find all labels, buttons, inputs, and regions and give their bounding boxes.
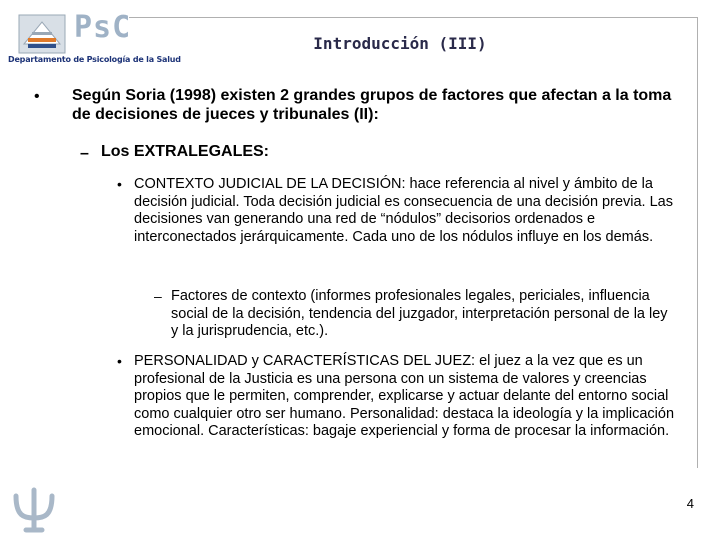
bullet-factores-contexto: Factores de contexto (informes profesionales legales, periciales, influencia social de la decisión, tendencia del juzgador, interpretación personal de la ley y la jurisprudencia, etc.).: [171, 288, 668, 339]
bullet-marker: –: [80, 145, 89, 162]
frame-right-line: [697, 17, 698, 468]
bullet-marker: –: [154, 288, 162, 304]
frame-top-line: [129, 17, 697, 18]
bullet-marker: •: [117, 176, 122, 192]
bullet-contexto-judicial: CONTEXTO JUDICIAL DE LA DECISIÓN: hace referencia al nivel y ámbito de la decisión judicial. Toda decisión judicial es consecuencia de una decisión previa. Las decisiones van generando una red de “nódulos” decisorios ordenados e interconectados jerárquicamente. Cada uno de los nódulos influye en los demás.: [134, 176, 673, 245]
logo-department-name: Departamento de Psicología de la Salud: [8, 55, 181, 64]
bullet-main-text: Según Soria (1998) existen 2 grandes grupos de factores que afectan a la toma de decisiones de jueces y tribunales (II):: [72, 87, 672, 123]
bullet-personalidad-juez: PERSONALIDAD y CARACTERÍSTICAS DEL JUEZ: el juez a la vez que es un profesional de la Justicia es una persona con un sistema de valores y creencias propios que le permiten, comprender, explicarse y actuar delante del entorno social como cualquier otro ser humano. Personalidad: destaca la ideología y la implicación emocional. Características: bagaje experiencial y forma de procesar la información.: [134, 353, 675, 439]
department-emblem-icon: [18, 14, 66, 54]
slide-title: Introducción (III): [313, 34, 487, 53]
logo-abbreviation: PsC: [74, 10, 132, 45]
bullet-marker: •: [34, 88, 40, 105]
bullet-extralegales-heading: Los EXTRALEGALES:: [101, 143, 270, 160]
psi-symbol-icon: [10, 486, 58, 534]
page-number: 4: [686, 496, 694, 511]
bullet-marker: •: [117, 353, 122, 369]
